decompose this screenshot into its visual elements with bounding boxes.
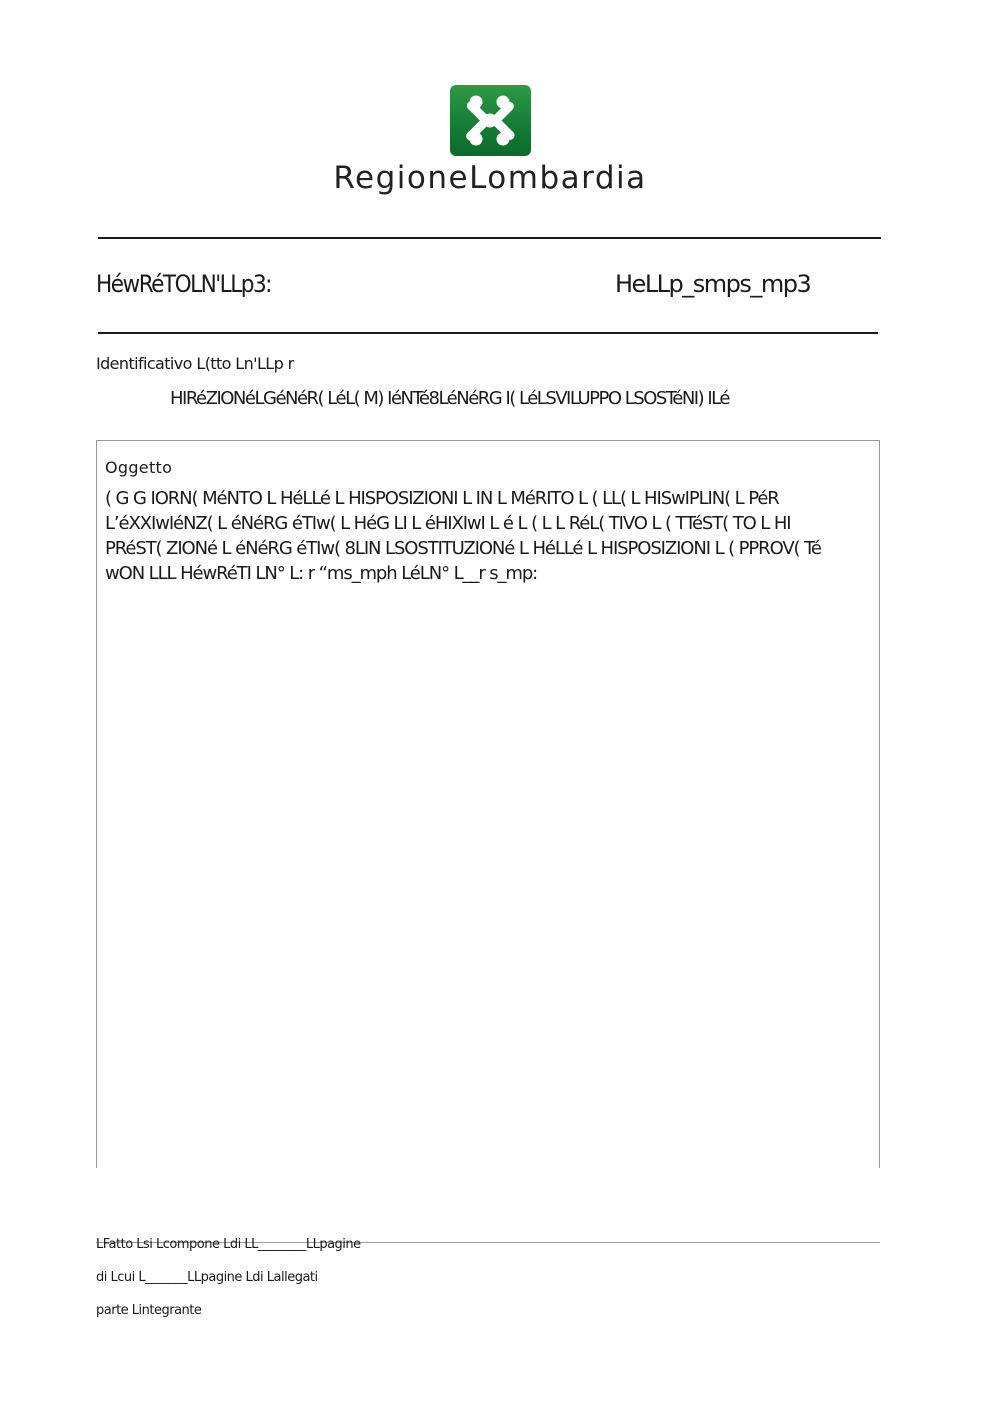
logo-wordmark: RegioneLombardia [333,160,647,196]
identifier-label: Identificativo L(tto Ln'LLp r [96,354,294,373]
header-top-rule [98,237,881,239]
subject-line: ( G G IORN( MéNTO L HéLLé L HISPOSIZIONI L IN L MéRITO L ( LL( L HISwIPLIN( L PéR [105,488,779,509]
decree-number-label: HéwRéTOLN'LLp3: [96,270,271,298]
subject-box [96,440,880,1168]
decree-date-label: HeLLp_smps_mp3 [615,270,811,298]
department-name: HIRéZIONéLGéNéR( LéL( M) IéNTé8LéNéRG I( LéLSVILUPPO LSOSTéNI) ILé [170,388,729,409]
page-count-line: LFatto Lsi Lcompone Ldi LL________LLpagine [96,1237,361,1252]
header-bottom-rule [98,332,878,334]
attachment-count-line: di Lcui L_______LLpagine Ldi Lallegati [96,1270,318,1285]
integral-part-line: parte Lintegrante [96,1303,202,1318]
subject-text [105,486,881,586]
subject-label: Oggetto [105,458,173,477]
subject-line: wON LLL HéwRéTI LN° L: r “ms_mph LéLN° L__r s_mp: [105,563,538,584]
subject-line: PRéST( ZIONé L éNéRG éTIw( 8LIN LSOSTITUZIONé L HéLLé L HISPOSIZIONI L ( PPROV( Té [105,538,821,559]
subject-line: L’éXXIwIéNZ( L éNéRG éTIw( L HéG LI L éHIXIwI L é L ( L L RéL( TIVO L ( TTéST( TO L HI [105,513,791,534]
lombardy-rose-icon [450,85,531,156]
